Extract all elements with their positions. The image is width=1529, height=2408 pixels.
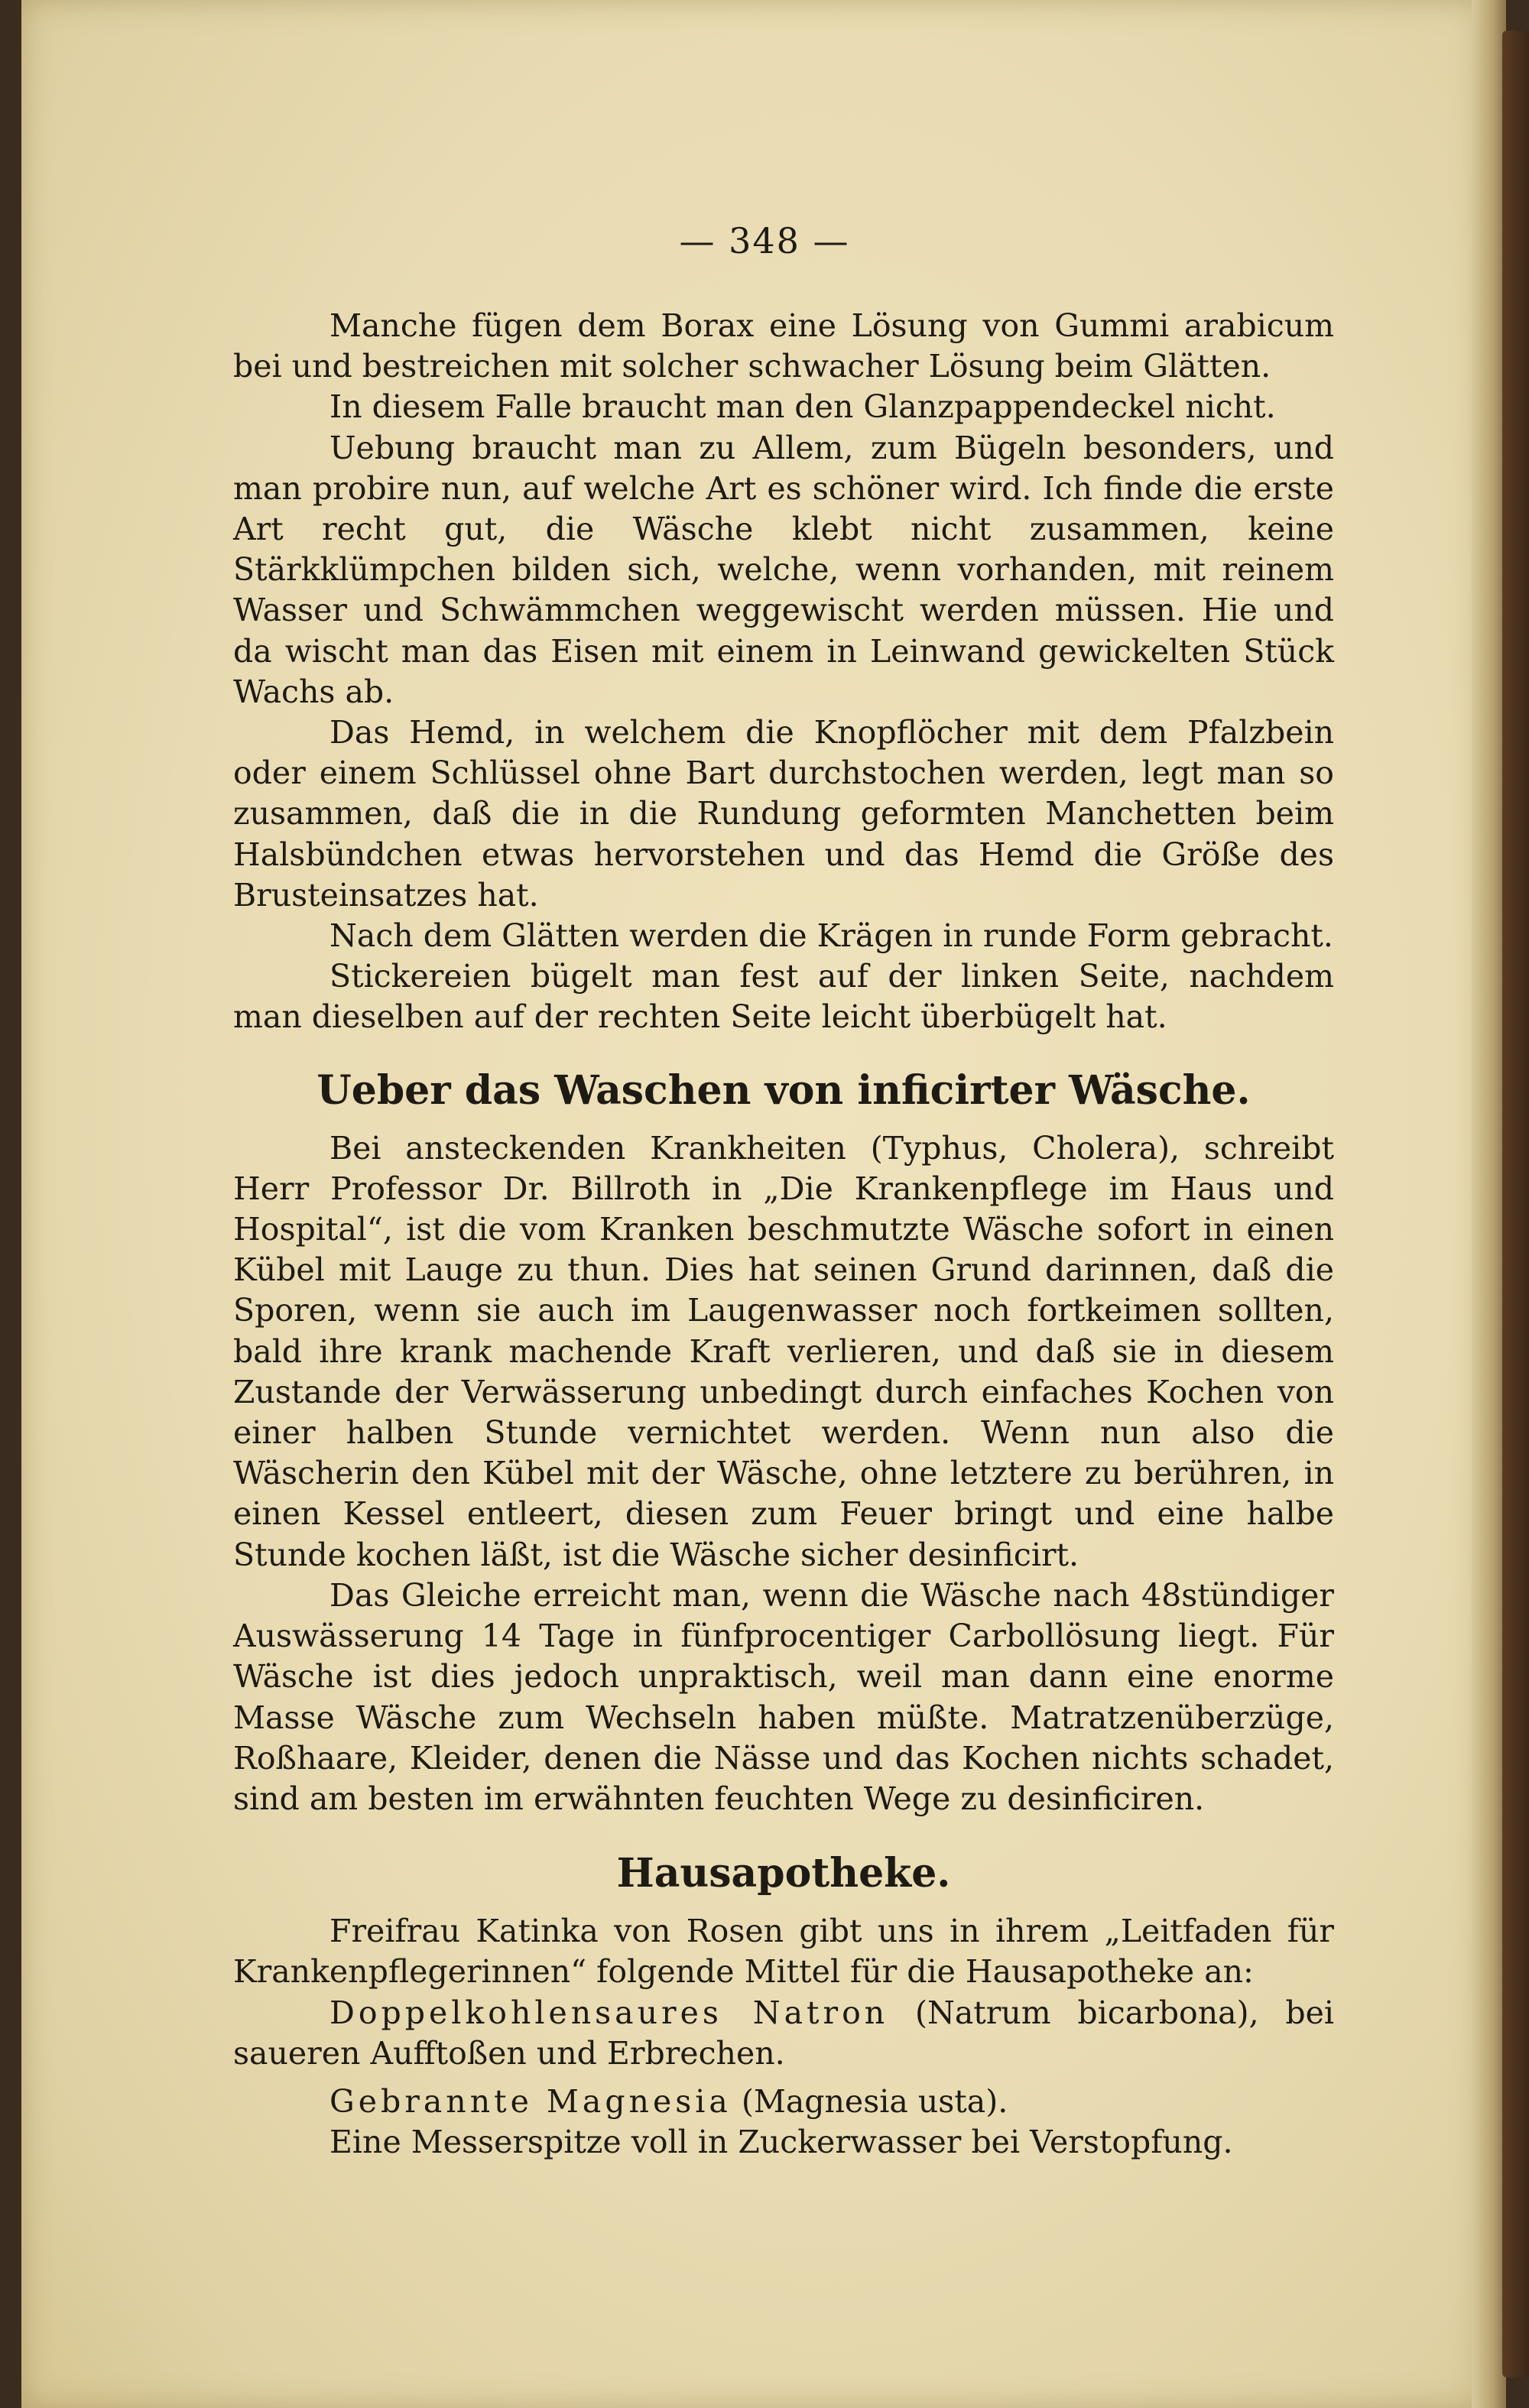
remedy-entry	[233, 1993, 1334, 2074]
paragraph: Manche fügen dem Borax eine Lösung von Gummi arabicum bei und bestreichen mit solcher schwacher Lösung beim Glätten.	[233, 307, 1334, 385]
section-heading: Ueber das Waschen von inficirter Wäsche.	[317, 1066, 1251, 1114]
page-text	[233, 306, 1334, 2163]
paragraph: In diesem Falle braucht man den Glanzpappendeckel nicht.	[329, 388, 1276, 426]
paragraph: Bei ansteckenden Krankheiten (Typhus, Cholera), schreibt Herr Professor Dr. Billroth in „Die Krankenpflege im Haus und Hospital“, ist die vom Kranken beschmutzte Wäsche sofort in einen Kübel mit Lauge zu thun. Dies hat seinen Grund darinnen, daß die Sporen, wenn sie auch im Laugenwasser noch fortkeimen sollten, bald ihre krank machende Kraft verlieren, und daß sie in diesem Zustande der Verwässerung unbedingt durch einfaches Kochen von einer halben Stunde vernichtet werden. Wenn nun also die Wäscherin den Kübel mit der Wäsche, ohne letztere zu berühren, in einen Kessel entleert, diesen zum Feuer bringt und eine halbe Stunde kochen läßt, ist die Wäsche sicher desinficirt.	[233, 1129, 1334, 1573]
remedy-name: Doppelkohlensaures Natron	[329, 1994, 889, 2031]
book-binding	[1502, 31, 1529, 2377]
page-number: — 348 —	[679, 220, 850, 261]
paragraph: Nach dem Glätten werden die Krägen in runde Form gebracht.	[329, 917, 1333, 955]
remedy-description: (Magnesia usta).	[731, 2082, 1008, 2120]
paragraph: Eine Messerspitze voll in Zuckerwasser bei Verstopfung.	[329, 2124, 1233, 2161]
remedy-entry	[233, 2082, 1334, 2122]
paragraph: Uebung braucht man zu Allem, zum Bügeln besonders, und man probire nun, auf welche Art es schöner wird. Ich finde die erste Art recht gut, die Wäsche klebt nicht zusammen, keine Stärkklümpchen bilden sich, welche, wenn vorhanden, mit reinem Wasser und Schwämmchen weggewischt werden müssen. Hie und da wischt man das Eisen mit einem in Leinwand gewickelten Stück Wachs ab.	[233, 429, 1334, 710]
remedy-description: (Natrum bicarbona), bei saueren Aufftoßen und Erbrechen.	[233, 1994, 1334, 2072]
paragraph: Freifrau Katinka von Rosen gibt uns in ihrem „Leitfaden für Krankenpflegerinnen“ folgende Mittel für die Hausapotheke an:	[233, 1913, 1334, 1991]
paragraph: Stickereien bügelt man fest auf der linken Seite, nachdem man dieselben auf der rechten Seite leicht überbügelt hat.	[233, 958, 1334, 1036]
paragraph: Das Hemd, in welchem die Knopflöcher mit dem Pfalzbein oder einem Schlüssel ohne Bart durchstochen werden, legt man so zusammen, daß die in die Rundung geformten Manchetten beim Halsbündchen etwas hervorstehen und das Hemd die Größe des Brusteinsatzes hat.	[233, 714, 1334, 914]
section-heading: Hausapotheke.	[616, 1850, 951, 1897]
remedy-name: Gebrannte Magnesia	[329, 2082, 732, 2120]
paragraph: Das Gleiche erreicht man, wenn die Wäsche nach 48stündiger Auswässerung 14 Tage in fünfprocentiger Carbollösung liegt. Für Wäsche ist dies jedoch unpraktisch, weil man dann eine enorme Masse Wäsche zum Wechseln haben müßte. Matratzenüberzüge, Roßhaare, Kleider, denen die Nässe und das Kochen nichts schadet, sind am besten im erwähnten feuchten Wege zu desinficiren.	[233, 1576, 1334, 1817]
page-edge	[1472, 0, 1506, 2408]
